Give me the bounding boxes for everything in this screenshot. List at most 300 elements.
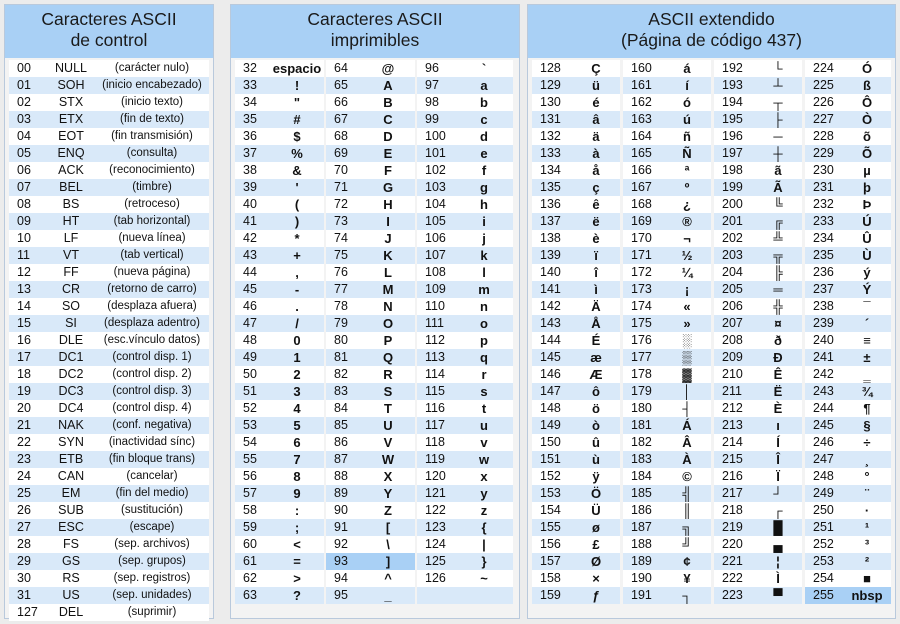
char-glyph: M: [382, 282, 394, 297]
control-char-row: [9, 417, 209, 434]
char-glyph: G: [382, 180, 394, 195]
char-glyph: Ó: [861, 61, 873, 76]
char-glyph: D: [383, 129, 393, 144]
char-glyph: Â: [682, 435, 692, 450]
char-row: [805, 553, 891, 570]
char-glyph: Û: [862, 231, 872, 246]
char-glyph: Ç: [591, 61, 601, 76]
char-code: 177: [631, 350, 652, 364]
char-glyph: ú: [683, 112, 691, 127]
char-code: 161: [631, 78, 652, 92]
char-code: 10: [17, 231, 31, 245]
control-chars-table: [9, 60, 209, 621]
char-row: [417, 111, 513, 128]
char-code: 198: [722, 163, 743, 177]
char-row: [417, 332, 513, 349]
control-char-row: [9, 434, 209, 451]
char-code: 181: [631, 418, 652, 432]
char-code: 218: [722, 503, 743, 517]
char-code: 171: [631, 248, 652, 262]
char-code: 242: [813, 367, 834, 381]
char-glyph: z: [480, 503, 488, 518]
char-description: (tab vertical): [120, 249, 184, 261]
char-row: [532, 536, 620, 553]
char-row: [326, 315, 415, 332]
char-description: (conf. negativa): [112, 419, 192, 431]
char-code: 33: [243, 78, 257, 92]
char-code: 60: [243, 537, 257, 551]
control-char-row: [9, 383, 209, 400]
char-row: [714, 213, 802, 230]
char-glyph: 9: [293, 486, 301, 501]
char-code: 86: [334, 435, 348, 449]
char-glyph: R: [383, 367, 393, 382]
char-glyph: 6: [293, 435, 301, 450]
char-glyph: [: [385, 520, 391, 535]
char-code: 191: [631, 588, 652, 602]
char-row: [235, 349, 324, 366]
char-code: 91: [334, 520, 348, 534]
char-glyph: {: [481, 520, 487, 535]
char-row: [532, 366, 620, 383]
char-row: [235, 298, 324, 315]
char-code: 66: [334, 95, 348, 109]
char-glyph: È: [773, 401, 783, 416]
char-code: 217: [722, 486, 743, 500]
char-row: [805, 264, 891, 281]
char-row: [326, 587, 415, 604]
char-row: [805, 502, 891, 519]
char-code: 53: [243, 418, 257, 432]
char-code: 247: [813, 452, 834, 466]
control-chars-title-2: de control: [70, 30, 148, 50]
char-glyph: y: [480, 486, 488, 501]
char-row: [235, 451, 324, 468]
char-glyph: Q: [382, 350, 394, 365]
char-row: [623, 145, 711, 162]
char-code: 123: [425, 520, 446, 534]
char-glyph: «: [683, 299, 691, 314]
char-row: [326, 94, 415, 111]
control-char-row: [9, 366, 209, 383]
char-row: [417, 366, 513, 383]
char-row: [417, 264, 513, 281]
char-code: 250: [813, 503, 834, 517]
char-code: 100: [425, 129, 446, 143]
char-row: [805, 196, 891, 213]
char-code: 252: [813, 537, 834, 551]
char-code: 150: [540, 435, 561, 449]
char-row: [235, 502, 324, 519]
char-code: 97: [425, 78, 439, 92]
char-row: [235, 264, 324, 281]
char-row: [805, 587, 891, 604]
char-code: 136: [540, 197, 561, 211]
char-glyph: è: [592, 231, 600, 246]
char-row: [417, 451, 513, 468]
char-code: 204: [722, 265, 743, 279]
char-row: [805, 468, 891, 485]
char-glyph: n: [480, 299, 488, 314]
char-code: 147: [540, 384, 561, 398]
char-row: [532, 468, 620, 485]
char-glyph: ╔: [773, 214, 783, 229]
char-glyph: ½: [681, 248, 693, 263]
char-glyph: ¡: [684, 282, 690, 297]
char-glyph: ø: [592, 520, 600, 535]
char-code: 35: [243, 112, 257, 126]
char-glyph: U: [383, 418, 393, 433]
char-row: [714, 451, 802, 468]
char-row: [623, 315, 711, 332]
char-row: [235, 94, 324, 111]
char-glyph: ×: [592, 571, 600, 586]
char-row: [235, 468, 324, 485]
char-glyph: ä: [592, 129, 600, 144]
char-code: 248: [813, 469, 834, 483]
char-code: 64: [334, 61, 348, 75]
char-glyph: Z: [384, 503, 392, 518]
char-row: [235, 60, 324, 77]
char-code: 88: [334, 469, 348, 483]
char-row: [805, 366, 891, 383]
char-code: 142: [540, 299, 561, 313]
char-code: 228: [813, 129, 834, 143]
char-glyph: æ: [590, 350, 602, 365]
char-glyph: ]: [385, 554, 391, 569]
char-row: [623, 468, 711, 485]
char-row: [714, 349, 802, 366]
char-glyph: ¦: [776, 554, 780, 569]
char-row: [235, 553, 324, 570]
char-row: [714, 434, 802, 451]
char-code: 120: [425, 469, 446, 483]
char-code: 244: [813, 401, 834, 415]
char-row: [326, 162, 415, 179]
control-char-row: [9, 179, 209, 196]
char-glyph: V: [383, 435, 393, 450]
char-description: (desplaza afuera): [107, 300, 197, 312]
char-row: [532, 349, 620, 366]
char-row: [532, 264, 620, 281]
char-glyph: m: [478, 282, 490, 297]
char-glyph: _: [384, 588, 392, 603]
char-mnemonic: CAN: [57, 469, 85, 483]
char-row: [532, 519, 620, 536]
char-glyph: ╚: [773, 197, 783, 212]
char-row: [326, 213, 415, 230]
char-code: 55: [243, 452, 257, 466]
char-code: 92: [334, 537, 348, 551]
char-code: 34: [243, 95, 257, 109]
char-row: [532, 162, 620, 179]
char-glyph: »: [683, 316, 691, 331]
char-code: 89: [334, 486, 348, 500]
char-glyph: ¶: [863, 401, 871, 416]
char-glyph: Ô: [861, 95, 873, 110]
char-code: 00: [17, 61, 31, 75]
char-row: [326, 434, 415, 451]
char-row: [235, 383, 324, 400]
char-description: (sep. registros): [113, 572, 191, 584]
char-row: [326, 196, 415, 213]
char-code: 29: [17, 554, 31, 568]
char-row: [326, 468, 415, 485]
char-glyph: |: [482, 537, 486, 552]
char-glyph: Á: [682, 418, 692, 433]
char-code: 117: [425, 418, 445, 432]
char-row: [417, 162, 513, 179]
char-row: [417, 128, 513, 145]
char-code: 82: [334, 367, 348, 381]
char-code: 70: [334, 163, 348, 177]
char-row: [623, 179, 711, 196]
char-code: 188: [631, 537, 652, 551]
char-row: [235, 485, 324, 502]
char-code: 26: [17, 503, 31, 517]
char-glyph: ÿ: [592, 469, 600, 484]
char-row: [417, 519, 513, 536]
char-glyph: ^: [384, 571, 392, 586]
char-code: 163: [631, 112, 652, 126]
char-glyph: k: [480, 248, 488, 263]
char-mnemonic: US: [62, 588, 80, 602]
char-code: 77: [334, 282, 348, 296]
char-row: [805, 349, 891, 366]
char-row: [623, 213, 711, 230]
char-glyph: ├: [773, 112, 783, 127]
control-char-row: [9, 332, 209, 349]
char-row: [235, 179, 324, 196]
char-glyph: Æ: [589, 367, 603, 382]
char-glyph: █: [773, 520, 783, 535]
char-glyph: ©: [682, 469, 692, 484]
char-row: [235, 315, 324, 332]
char-mnemonic: DC2: [58, 367, 84, 381]
char-glyph: Î: [776, 452, 780, 467]
char-code: 56: [243, 469, 257, 483]
char-row: [235, 587, 324, 604]
char-row: [532, 213, 620, 230]
char-description: (escape): [129, 521, 175, 533]
char-code: 240: [813, 333, 834, 347]
char-glyph: ¢: [683, 554, 691, 569]
char-row: [235, 111, 324, 128]
char-code: 106: [425, 231, 446, 245]
char-code: 111: [425, 316, 445, 330]
char-row: [714, 553, 802, 570]
char-code: 169: [631, 214, 652, 228]
char-row: [235, 196, 324, 213]
control-char-row: [9, 281, 209, 298]
char-mnemonic: EOT: [58, 129, 84, 143]
char-row: [805, 179, 891, 196]
char-row: [714, 485, 802, 502]
control-chars-header: [5, 5, 213, 58]
char-glyph: ╗: [682, 520, 692, 535]
char-row: [235, 434, 324, 451]
char-code: 185: [631, 486, 652, 500]
char-glyph: É: [591, 333, 601, 348]
char-code: 153: [540, 486, 561, 500]
char-code: 94: [334, 571, 348, 585]
char-code: 223: [722, 588, 743, 602]
char-row: [417, 587, 513, 604]
char-glyph: Ñ: [682, 146, 692, 161]
char-glyph: µ: [863, 163, 871, 178]
char-glyph: (: [294, 197, 300, 212]
char-code: 201: [722, 214, 743, 228]
char-glyph: c: [480, 112, 488, 127]
char-glyph: á: [683, 61, 691, 76]
char-code: 197: [722, 146, 743, 160]
char-mnemonic: NAK: [58, 418, 84, 432]
char-glyph: º: [684, 180, 690, 195]
char-mnemonic: SOH: [57, 78, 85, 92]
char-row: [623, 383, 711, 400]
char-row: [714, 128, 802, 145]
char-code: 137: [540, 214, 561, 228]
char-row: [417, 468, 513, 485]
char-glyph: ü: [592, 78, 600, 93]
control-char-row: [9, 485, 209, 502]
char-code: 253: [813, 554, 834, 568]
char-row: [417, 77, 513, 94]
char-code: 231: [813, 180, 834, 194]
char-code: 57: [243, 486, 257, 500]
char-description: (suprimir): [127, 606, 177, 618]
char-row: [326, 332, 415, 349]
char-code: 164: [631, 129, 652, 143]
char-row: [623, 349, 711, 366]
char-description: (fin bloque trans): [108, 453, 196, 465]
control-char-row: [9, 162, 209, 179]
control-char-row: [9, 587, 209, 604]
char-code: 189: [631, 554, 652, 568]
char-mnemonic: BEL: [59, 180, 83, 194]
char-row: [417, 298, 513, 315]
char-code: 51: [243, 384, 257, 398]
char-glyph: =: [293, 554, 301, 569]
char-glyph: ¬: [683, 231, 691, 246]
control-char-row: [9, 77, 209, 94]
char-description: (sustitución): [121, 504, 183, 516]
char-glyph: #: [293, 112, 301, 127]
char-glyph: ı: [776, 418, 780, 433]
char-row: [532, 298, 620, 315]
char-row: [532, 485, 620, 502]
char-code: 212: [722, 401, 743, 415]
char-mnemonic: DEL: [58, 605, 84, 619]
char-row: [805, 536, 891, 553]
char-row: [714, 315, 802, 332]
char-code: 129: [540, 78, 561, 92]
char-glyph: +: [293, 248, 301, 263]
char-code: 170: [631, 231, 652, 245]
char-mnemonic: STX: [58, 95, 84, 109]
char-code: 229: [813, 146, 834, 160]
char-row: [805, 383, 891, 400]
char-code: 152: [540, 469, 561, 483]
char-row: [235, 162, 324, 179]
char-description: (consulta): [126, 147, 178, 159]
char-row: [326, 519, 415, 536]
char-code: 243: [813, 384, 834, 398]
char-code: 133: [540, 146, 561, 160]
control-char-row: [9, 60, 209, 77]
char-row: [805, 570, 891, 587]
char-code: 114: [425, 367, 445, 381]
control-char-row: [9, 451, 209, 468]
char-code: 09: [17, 214, 31, 228]
char-glyph: g: [480, 180, 488, 195]
char-code: 96: [425, 61, 439, 75]
char-glyph: ╦: [773, 248, 783, 263]
char-glyph: ╝: [682, 537, 692, 552]
char-row: [532, 281, 620, 298]
char-glyph: ▄: [773, 537, 783, 552]
char-row: [235, 213, 324, 230]
char-row: [805, 111, 891, 128]
char-mnemonic: HT: [62, 214, 80, 228]
char-glyph: ¿: [683, 197, 691, 212]
char-code: 44: [243, 265, 257, 279]
char-row: [714, 145, 802, 162]
char-code: 249: [813, 486, 834, 500]
char-row: [417, 179, 513, 196]
char-glyph: -: [294, 282, 300, 297]
char-glyph: Õ: [861, 146, 873, 161]
char-glyph: H: [383, 197, 393, 212]
char-mnemonic: DC4: [58, 401, 84, 415]
char-code: 232: [813, 197, 834, 211]
char-glyph: J: [384, 231, 392, 246]
char-glyph: ì: [594, 282, 598, 297]
char-description: (carácter nulo): [114, 62, 190, 74]
char-glyph: /: [295, 316, 299, 331]
char-row: [714, 519, 802, 536]
char-glyph: à: [592, 146, 600, 161]
char-row: [417, 417, 513, 434]
char-code: 54: [243, 435, 257, 449]
char-row: [235, 536, 324, 553]
char-glyph: I: [386, 214, 390, 229]
control-char-row: [9, 400, 209, 417]
char-code: 71: [334, 180, 348, 194]
char-row: [235, 77, 324, 94]
char-glyph: ╠: [773, 265, 783, 280]
char-code: 154: [540, 503, 561, 517]
char-code: 208: [722, 333, 743, 347]
char-code: 246: [813, 435, 834, 449]
char-glyph: p: [480, 333, 488, 348]
char-code: 12: [17, 265, 31, 279]
char-description: (cancelar): [126, 470, 178, 482]
char-glyph: f: [481, 163, 487, 178]
char-glyph: ─: [773, 129, 783, 144]
char-code: 83: [334, 384, 348, 398]
char-mnemonic: SO: [61, 299, 81, 313]
char-glyph: ‗: [863, 367, 871, 382]
char-code: 49: [243, 350, 257, 364]
char-code: 209: [722, 350, 743, 364]
char-row: [235, 417, 324, 434]
char-glyph: nbsp: [851, 588, 883, 603]
char-glyph: 7: [293, 452, 301, 467]
char-row: [623, 536, 711, 553]
char-description: (control disp. 1): [112, 351, 192, 363]
char-mnemonic: FF: [63, 265, 79, 279]
